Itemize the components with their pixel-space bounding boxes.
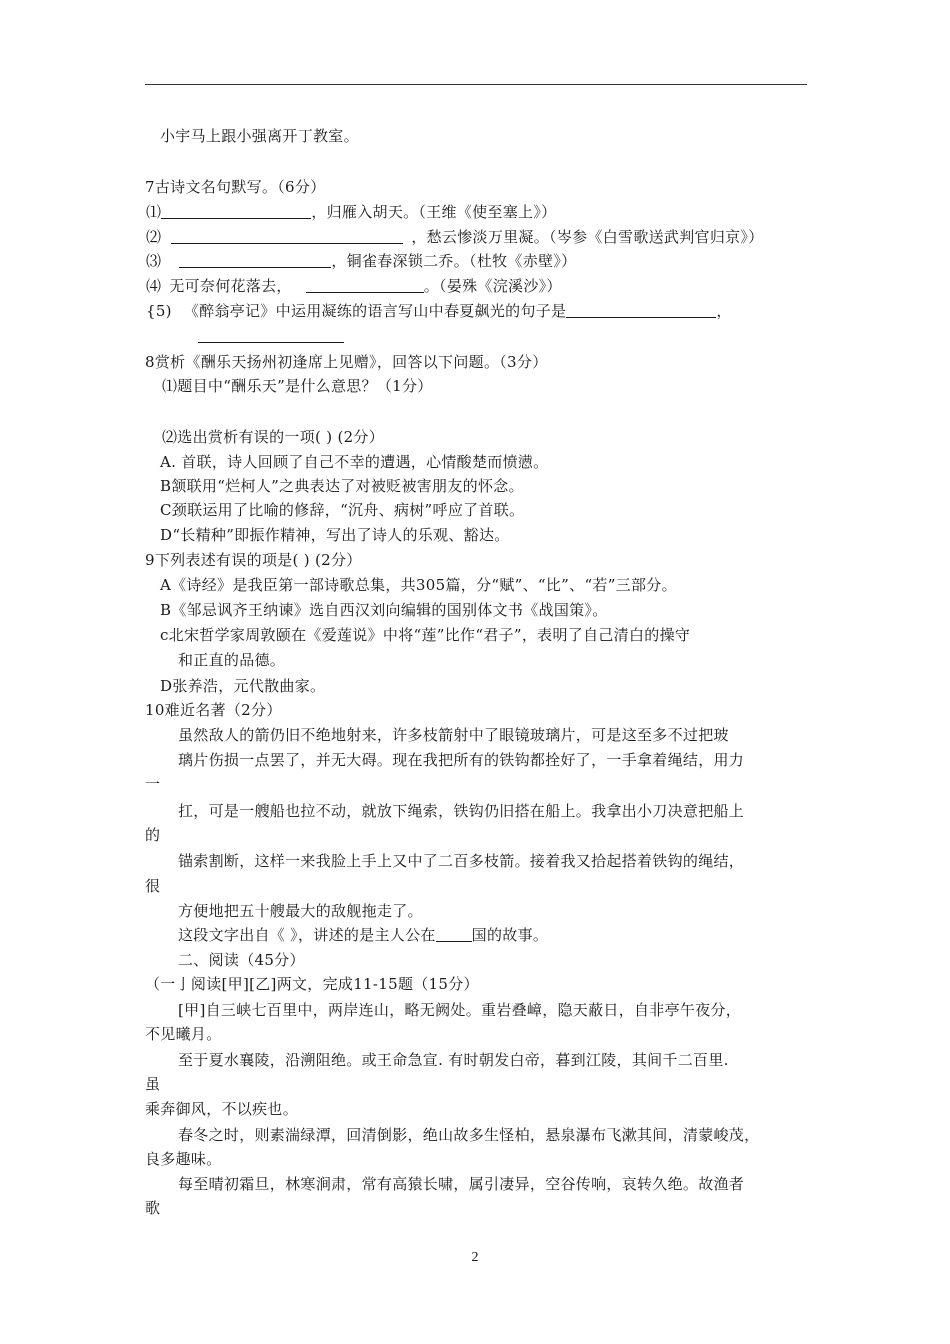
q10-passage-1: 虽然敌人的箭仍旧不绝地射来，许多枝箭射中了眼镜玻璃片，可是这至多不过把玻	[178, 726, 729, 744]
q8-sub1: ⑴题目中“酬乐天”是什么意思？（1分）	[162, 377, 433, 395]
q7-line-4	[146, 276, 562, 296]
q7-title: 7古诗文名句默写。（6分）	[145, 178, 326, 196]
q7-l5-comma: ，	[716, 302, 732, 320]
q7-line-1	[146, 202, 556, 222]
q10-passage-4: 锚索割断，这样一来我脸上手上又中了二百多枝箭。接着我又拾起搭着铁钩的绳结，	[178, 852, 745, 870]
q7-l4-pre: 无可奈何花落去，	[169, 277, 292, 295]
q7-l5-num: {5)	[146, 302, 172, 320]
passage-a-line-1-wrap: 不见曦月。	[145, 1025, 222, 1043]
q8-option-b: B颔联用“烂柯人”之典表达了对被贬被害朋友的怀念。	[160, 477, 524, 495]
q8-option-c: C颈联运用了比喻的修辞，“沉舟、病树”呼应了首联。	[160, 501, 525, 519]
q7-line-5	[146, 301, 732, 321]
answer-blank[interactable]	[566, 303, 716, 318]
prev-answer: 小宇马上跟小强离开丁教室。	[160, 127, 359, 145]
q10-question	[178, 925, 548, 945]
passage-a-line-2-wrap: 虽	[145, 1075, 161, 1093]
answer-blank[interactable]	[306, 278, 424, 293]
page-number: 2	[471, 1250, 479, 1265]
q8-option-a: A. 首联，诗人回顾了自己不幸的遭遇，心情酸楚而愤懑。	[160, 453, 549, 471]
answer-blank[interactable]	[171, 229, 403, 244]
q7-l4-post: 。（晏殊《浣溪沙》）	[423, 277, 562, 295]
q7-l2-text: ，愁云惨淡万里凝。（岑参《白雪歌送武判官归京》）	[411, 228, 764, 246]
answer-blank[interactable]	[179, 253, 331, 268]
passage-a-line-4-wrap: 歌	[145, 1199, 161, 1217]
q10-passage-4-wrap: 很	[145, 877, 161, 895]
q10-title: 10难近名著（2分）	[145, 701, 282, 719]
q10-question-post: 国的故事。	[471, 926, 549, 944]
header-rule	[145, 84, 807, 85]
q7-l4-num: ⑷	[146, 277, 162, 295]
q9-option-c-cont: 和正直的品德。	[178, 651, 286, 669]
answer-blank[interactable]	[161, 204, 311, 219]
q7-line-2	[146, 227, 764, 247]
q8-sub2: ⑵选出赏析有误的一项( ) (2分）	[162, 428, 385, 446]
q8-option-d: D“长精种”即振作精神，写出了诗人的乐观、豁达。	[160, 526, 510, 544]
answer-blank[interactable]	[436, 927, 472, 942]
q7-line-3	[146, 251, 576, 271]
section-reading-title: 二、阅读（45分）	[178, 951, 305, 969]
passage-a-line-2-cont: 乘奔御风，不以疾也。	[145, 1100, 299, 1118]
q9-title: 9下列表述有误的项是( ) (2分）	[145, 551, 362, 569]
reading-part1-title: （一亅阅读[甲][乙]两文，完成11-15题（15分）	[145, 975, 479, 993]
q9-option-d: D张养浩，元代散曲家。	[160, 677, 326, 695]
q9-option-a: A《诗经》是我臣第一部诗歌总集，共305篇，分“赋”、“比”、“若”三部分。	[160, 576, 677, 594]
answer-blank[interactable]	[198, 328, 344, 343]
q10-passage-5: 方便地把五十艘最大的敌舰拖走了。	[178, 902, 423, 920]
q7-l1-text: ，归雁入胡天。（王维《使至塞上》）	[311, 203, 557, 221]
q9-option-c: c北宋哲学家周敦颐在《爱莲说》中将“莲”比作“君子”，表明了自己清白的操守	[160, 626, 691, 644]
q7-l5-text: 《醉翁亭记》中运用凝练的语言写山中春夏飙光的句子是	[183, 302, 567, 320]
passage-a-line-3-wrap: 良多趣味。	[145, 1150, 222, 1168]
q7-l3-num: ⑶	[146, 252, 162, 270]
q10-passage-2: 璃片伤损一点罢了，并无大碍。现在我把所有的铁钩都拴好了，一手拿着绳结，用力	[178, 751, 745, 769]
q7-l3-text: ，铜雀春深锁二乔。（杜牧《赤壁》）	[331, 252, 577, 270]
q9-option-b: B《邹忌讽齐王纳谏》选自西汉刘向编辑的国别体文书《战国策》。	[160, 601, 608, 619]
q7-l2-num: ⑵	[146, 228, 162, 246]
q10-passage-3: 扛，可是一艘船也拉不动，就放下绳索，铁钩仍旧搭在船上。我拿出小刀决意把船上	[178, 802, 745, 820]
q7-l1-num: ⑴	[146, 203, 162, 221]
q7-line-5-cont	[198, 326, 344, 346]
passage-a-line-4: 每至晴初霜旦，林寒涧肃，常有高猿长啸，属引凄异，空谷传响，哀转久绝。故渔者	[178, 1175, 745, 1193]
q10-question-pre: 这段文字出自《 》，讲述的是主人公在	[178, 926, 436, 944]
q10-passage-2-wrap: 一	[145, 775, 161, 793]
q10-passage-3-wrap: 的	[145, 826, 161, 844]
passage-a-line-2: 至于夏水襄陵，沿溯阻绝。或王命急宣. 有时朝发白帝，暮到江陵，其间千二百里.	[178, 1051, 729, 1069]
passage-a-line-1: [甲]自三峡七百里中，两岸连山，略无阙处。重岩叠嶂，隐天蔽日，自非亭午夜分，	[178, 1001, 742, 1019]
passage-a-line-3: 春冬之时，则素湍绿潭，回清倒影，绝山故多生怪柏，悬泉瀑布飞漱其间，清蒙峻茂，	[178, 1126, 760, 1144]
q8-title: 8赏析《酬乐天扬州初逢席上见赠》，回答以下问题。（3分）	[145, 353, 548, 371]
